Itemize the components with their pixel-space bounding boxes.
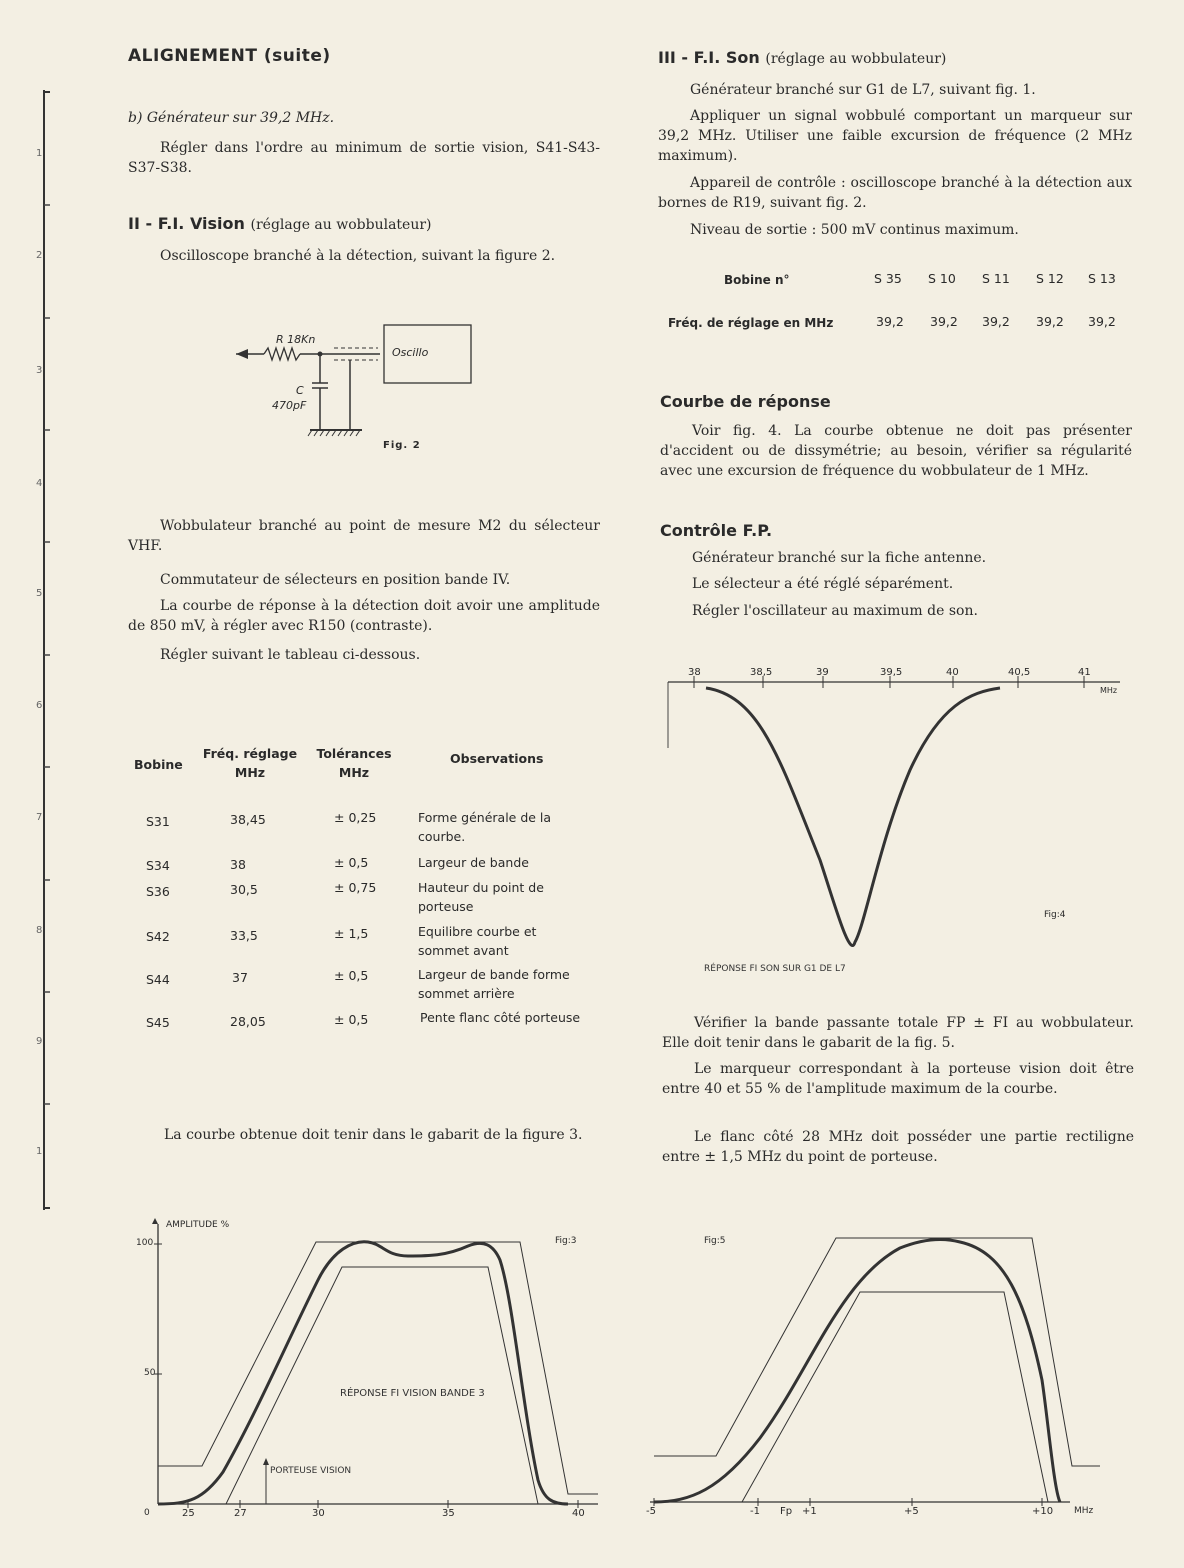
courbe-heading: Courbe de réponse: [660, 392, 831, 411]
verify-text-2: Le marqueur correspondant à la porteuse vision doit être entre 40 et 55 % de l'amplitude maximum de la courbe.: [662, 1061, 1134, 1097]
fig3-caption: Fig:3: [555, 1236, 577, 1246]
fp-text-3: Régler l'oscillateur au maximum de son.: [692, 603, 978, 619]
table-cell: 38: [230, 857, 246, 872]
fig4-tick: 40,5: [1008, 667, 1031, 678]
table-cell: ± 1,5: [334, 926, 369, 941]
fig5-xtick: +10: [1032, 1506, 1054, 1517]
curve-text: La courbe de réponse à la détection doit avoir une amplitude de 850 mV, à régler avec R150 (contraste).: [128, 598, 600, 634]
margin-mark: 9: [36, 1036, 43, 1047]
table-cell: Forme générale de la courbe.: [418, 810, 552, 844]
fig4-unit: MHz: [1100, 686, 1118, 695]
fig3-chart: [128, 1210, 608, 1530]
section-2-text: Oscilloscope branché à la détection, suivant la figure 2.: [160, 248, 556, 264]
verify-text-1: Vérifier la bande passante totale FP ± FI au wobbulateur. Elle doit tenir dans le gabarit de la fig. 5.: [662, 1015, 1134, 1051]
fig5-xtick: -1: [750, 1506, 760, 1517]
margin-mark: 1: [36, 148, 43, 159]
fp-text-2: Le sélecteur a été réglé séparément.: [692, 576, 954, 592]
fig5-xtick: +1: [802, 1506, 817, 1517]
fig2-r-label: R 18Kn: [276, 333, 316, 346]
table-cell: ± 0,5: [334, 1012, 369, 1027]
fig4-chart: [650, 660, 1140, 980]
s3-p1: Générateur branché sur G1 de L7, suivant fig. 1.: [690, 82, 1036, 98]
b-text: Régler dans l'ordre au minimum de sortie vision, S41-S43-S37-S38.: [128, 140, 600, 176]
son-table-cell: S 10: [928, 271, 956, 286]
table-cell: S34: [146, 858, 170, 873]
section-2-title: II - F.I. Vision: [128, 214, 245, 233]
fig3-marker-label: PORTEUSE VISION: [270, 1466, 352, 1476]
fig5-xtick: Fp: [780, 1506, 793, 1517]
fig5-xtick: +5: [904, 1506, 919, 1517]
commutateur-text: Commutateur de sélecteurs en position bande IV.: [160, 572, 511, 588]
table-cell: 28,05: [230, 1014, 266, 1029]
fig2-caption: Fig. 2: [383, 440, 421, 451]
fig3-ytick: 100: [136, 1238, 154, 1248]
fig3-ytick: 0: [144, 1508, 150, 1518]
son-table-cell: 39,2: [1088, 314, 1116, 329]
section-2-heading: [128, 214, 432, 233]
margin-mark: 5: [36, 588, 43, 599]
table-cell: S44: [146, 972, 170, 987]
table-cell: 30,5: [230, 882, 258, 897]
margin-mark: 1: [36, 1146, 43, 1157]
wobbulateur-text: Wobbulateur branché au point de mesure M2 du sélecteur VHF.: [128, 518, 600, 554]
margin-mark: 8: [36, 925, 43, 936]
section-3-title: III - F.I. Son: [658, 48, 760, 67]
son-table-cell: S 11: [982, 271, 1010, 286]
table-cell: 38,45: [230, 812, 266, 827]
table-cell: 33,5: [230, 928, 258, 943]
fig3-xtick: 30: [312, 1508, 325, 1519]
margin-mark: 3: [36, 365, 43, 376]
fig4-tick: 41: [1078, 667, 1091, 678]
regler-text: Régler suivant le tableau ci-dessous.: [160, 647, 421, 663]
fig3-ylabel: AMPLITUDE %: [166, 1220, 230, 1230]
courbe-text: Voir fig. 4. La courbe obtenue ne doit pas présenter d'accident ou de dissymétrie; au besoin, vérifier sa régularité avec une excursion de fréquence du wobbulateur de 1 MHz.: [660, 423, 1132, 479]
margin-mark: 6: [36, 700, 43, 711]
son-table-cell: S 35: [874, 271, 902, 286]
fig4-tick: 39: [816, 667, 829, 678]
table-header-freq: Fréq. réglage MHz: [202, 746, 298, 780]
table-cell: ± 0,5: [334, 855, 369, 870]
table-cell: S45: [146, 1015, 170, 1030]
fp-heading: Contrôle F.P.: [660, 521, 773, 540]
fig4-tick: 38: [688, 667, 701, 678]
table-cell: Largeur de bande forme sommet arrière: [418, 967, 570, 1001]
table-cell: ± 0,5: [334, 968, 369, 983]
fig2-c-value: 470pF: [272, 399, 307, 412]
s3-p2: Appliquer un signal wobbulé comportant un marqueur sur 39,2 MHz. Utiliser une faible excursion de fréquence (2 MHz maximum).: [658, 108, 1132, 164]
section-3-heading: [658, 48, 946, 67]
son-table-cell: S 13: [1088, 271, 1116, 286]
page-title: ALIGNEMENT (suite): [128, 46, 331, 66]
son-table-cell: 39,2: [982, 314, 1010, 329]
s3-p3: Appareil de contrôle : oscilloscope branché à la détection aux bornes de R19, suivant fig. 2.: [658, 175, 1132, 211]
fig4-tick: 38,5: [750, 667, 773, 678]
fig4-title: RÉPONSE FI SON SUR G1 DE L7: [704, 964, 846, 974]
verify-text-3: Le flanc côté 28 MHz doit posséder une partie rectiligne entre ± 1,5 MHz du point de porteuse.: [662, 1129, 1134, 1165]
table-cell: ± 0,75: [334, 880, 377, 895]
fig3-xtick: 35: [442, 1508, 455, 1519]
table-cell: S31: [146, 814, 170, 829]
fig5-caption: Fig:5: [704, 1236, 726, 1246]
gabarit-text: La courbe obtenue doit tenir dans le gabarit de la figure 3.: [164, 1127, 583, 1143]
table-cell: ± 0,25: [334, 810, 377, 825]
fig3-xtick: 40: [572, 1508, 585, 1519]
fig2-schematic: [230, 318, 480, 458]
fig4-tick: 40: [946, 667, 959, 678]
section-3-subtitle: (réglage au wobbulateur): [765, 51, 947, 67]
fig2-oscillo-label: Oscillo: [392, 346, 429, 359]
table-cell: S42: [146, 929, 170, 944]
son-table-cell: 39,2: [1036, 314, 1064, 329]
fig3-xtick: 27: [234, 1508, 247, 1519]
fp-text-1: Générateur branché sur la fiche antenne.: [692, 550, 987, 566]
fig4-caption: Fig:4: [1044, 910, 1066, 920]
son-table-cell: 39,2: [876, 314, 904, 329]
table-cell: 37: [232, 970, 248, 985]
s3-p4: Niveau de sortie : 500 mV continus maximum.: [690, 222, 1019, 238]
son-table-cell: S 12: [1036, 271, 1064, 286]
fig3-xtick: 25: [182, 1508, 195, 1519]
fig5-unit: MHz: [1074, 1506, 1094, 1516]
fig3-ytick: 50: [144, 1368, 156, 1378]
section-2-subtitle: (réglage au wobbulateur): [250, 217, 432, 233]
fig2-c-label: C: [296, 384, 304, 397]
son-table-label-1: Bobine n°: [724, 273, 790, 287]
table-header-bobine: Bobine: [134, 757, 183, 772]
table-header-tolerance: Tolérances MHz: [316, 746, 392, 780]
margin-mark: 7: [36, 812, 43, 823]
fig3-title: RÉPONSE FI VISION BANDE 3: [340, 1388, 485, 1399]
son-table-cell: 39,2: [930, 314, 958, 329]
table-cell: Equilibre courbe et sommet avant: [418, 924, 537, 958]
table-cell: S36: [146, 884, 170, 899]
margin-mark: 4: [36, 478, 43, 489]
fig5-chart: [650, 1220, 1110, 1520]
table-cell: Pente flanc côté porteuse: [420, 1010, 581, 1025]
table-cell: Hauteur du point de porteuse: [418, 880, 544, 914]
son-table-label-2: Fréq. de réglage en MHz: [668, 316, 834, 330]
b-heading: b) Générateur sur 39,2 MHz.: [128, 110, 335, 126]
fig4-tick: 39,5: [880, 667, 903, 678]
table-header-observations: Observations: [450, 751, 544, 766]
table-cell: Largeur de bande: [418, 855, 529, 870]
margin-mark: 2: [36, 250, 43, 261]
fig5-xtick: -5: [646, 1506, 656, 1517]
